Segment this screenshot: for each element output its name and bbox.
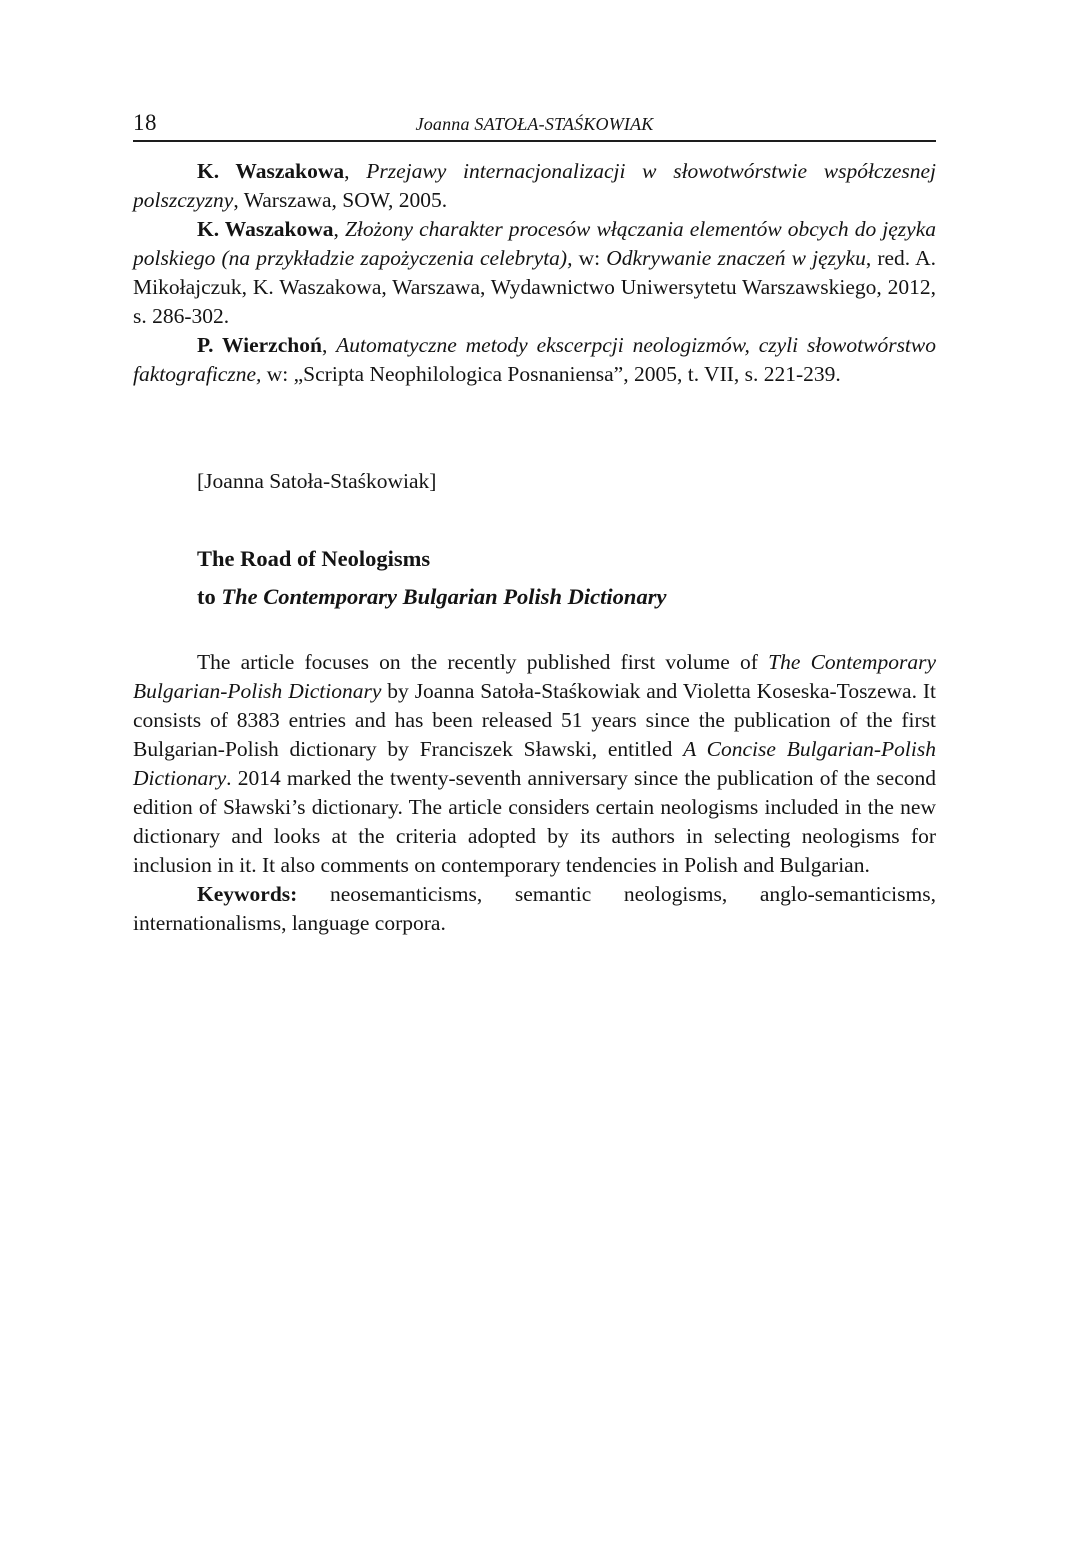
article-title-line2: to The Contemporary Bulgarian Polish Dictionary bbox=[197, 584, 667, 609]
bibliography-entry: K. Waszakowa, Złożony charakter procesów włączania elementów obcych do języka polskiego (na przykładzie zapożyczenia celebryta), w: Odkrywanie znaczeń w języku, red. A. Mikołajczuk, K. Waszakowa, Warszawa, Wydawnictwo Uniwersytetu Warszawskiego, 2012, s. 286-302. bbox=[133, 217, 936, 328]
running-header: Joanna SATOŁA-STAŚKOWIAK bbox=[415, 114, 654, 134]
page-header bbox=[133, 110, 936, 142]
keywords-paragraph: Keywords: neosemanticisms, semantic neologisms, anglo-semanticisms, internationalisms, language corpora. bbox=[133, 882, 936, 935]
article-title-line1: The Road of Neologisms bbox=[197, 546, 431, 571]
author-bracket-line: [Joanna Satoła-Staśkowiak] bbox=[197, 469, 437, 493]
article-title bbox=[133, 540, 936, 616]
bibliography-entry: P. Wierzchoń, Automatyczne metody ekscerpcji neologizmów, czyli słowotwórstwo faktograficzne, w: „Scripta Neophilologica Posnaniensa”, 2005, t. VII, s. 221-239. bbox=[133, 333, 936, 386]
bibliography-section bbox=[133, 157, 936, 389]
page-number: 18 bbox=[133, 110, 157, 135]
abstract-paragraph: The article focuses on the recently published first volume of The Contemporary Bulgarian-Polish Dictionary by Joanna Satoła-Staśkowiak and Violetta Koseska-Toszewa. It consists of 8383 entries and has been released 51 years since the publication of the first Bulgarian-Polish dictionary by Franciszek Sławski, entitled A Concise Bulgarian-Polish Dictionary. 2014 marked the twenty-seventh anniversary since the publication of the second edition of Sławski’s dictionary. The article considers certain neologisms included in the new dictionary and looks at the criteria adopted by its authors in selecting neologisms for inclusion in it. It also comments on contemporary tendencies in Polish and Bulgarian. bbox=[133, 650, 937, 877]
page-content bbox=[133, 110, 936, 938]
bibliography-entry: K. Waszakowa, Przejawy internacjonalizacji w słowotwórstwie współczesnej polszczyzny, Warszawa, SOW, 2005. bbox=[133, 159, 937, 212]
